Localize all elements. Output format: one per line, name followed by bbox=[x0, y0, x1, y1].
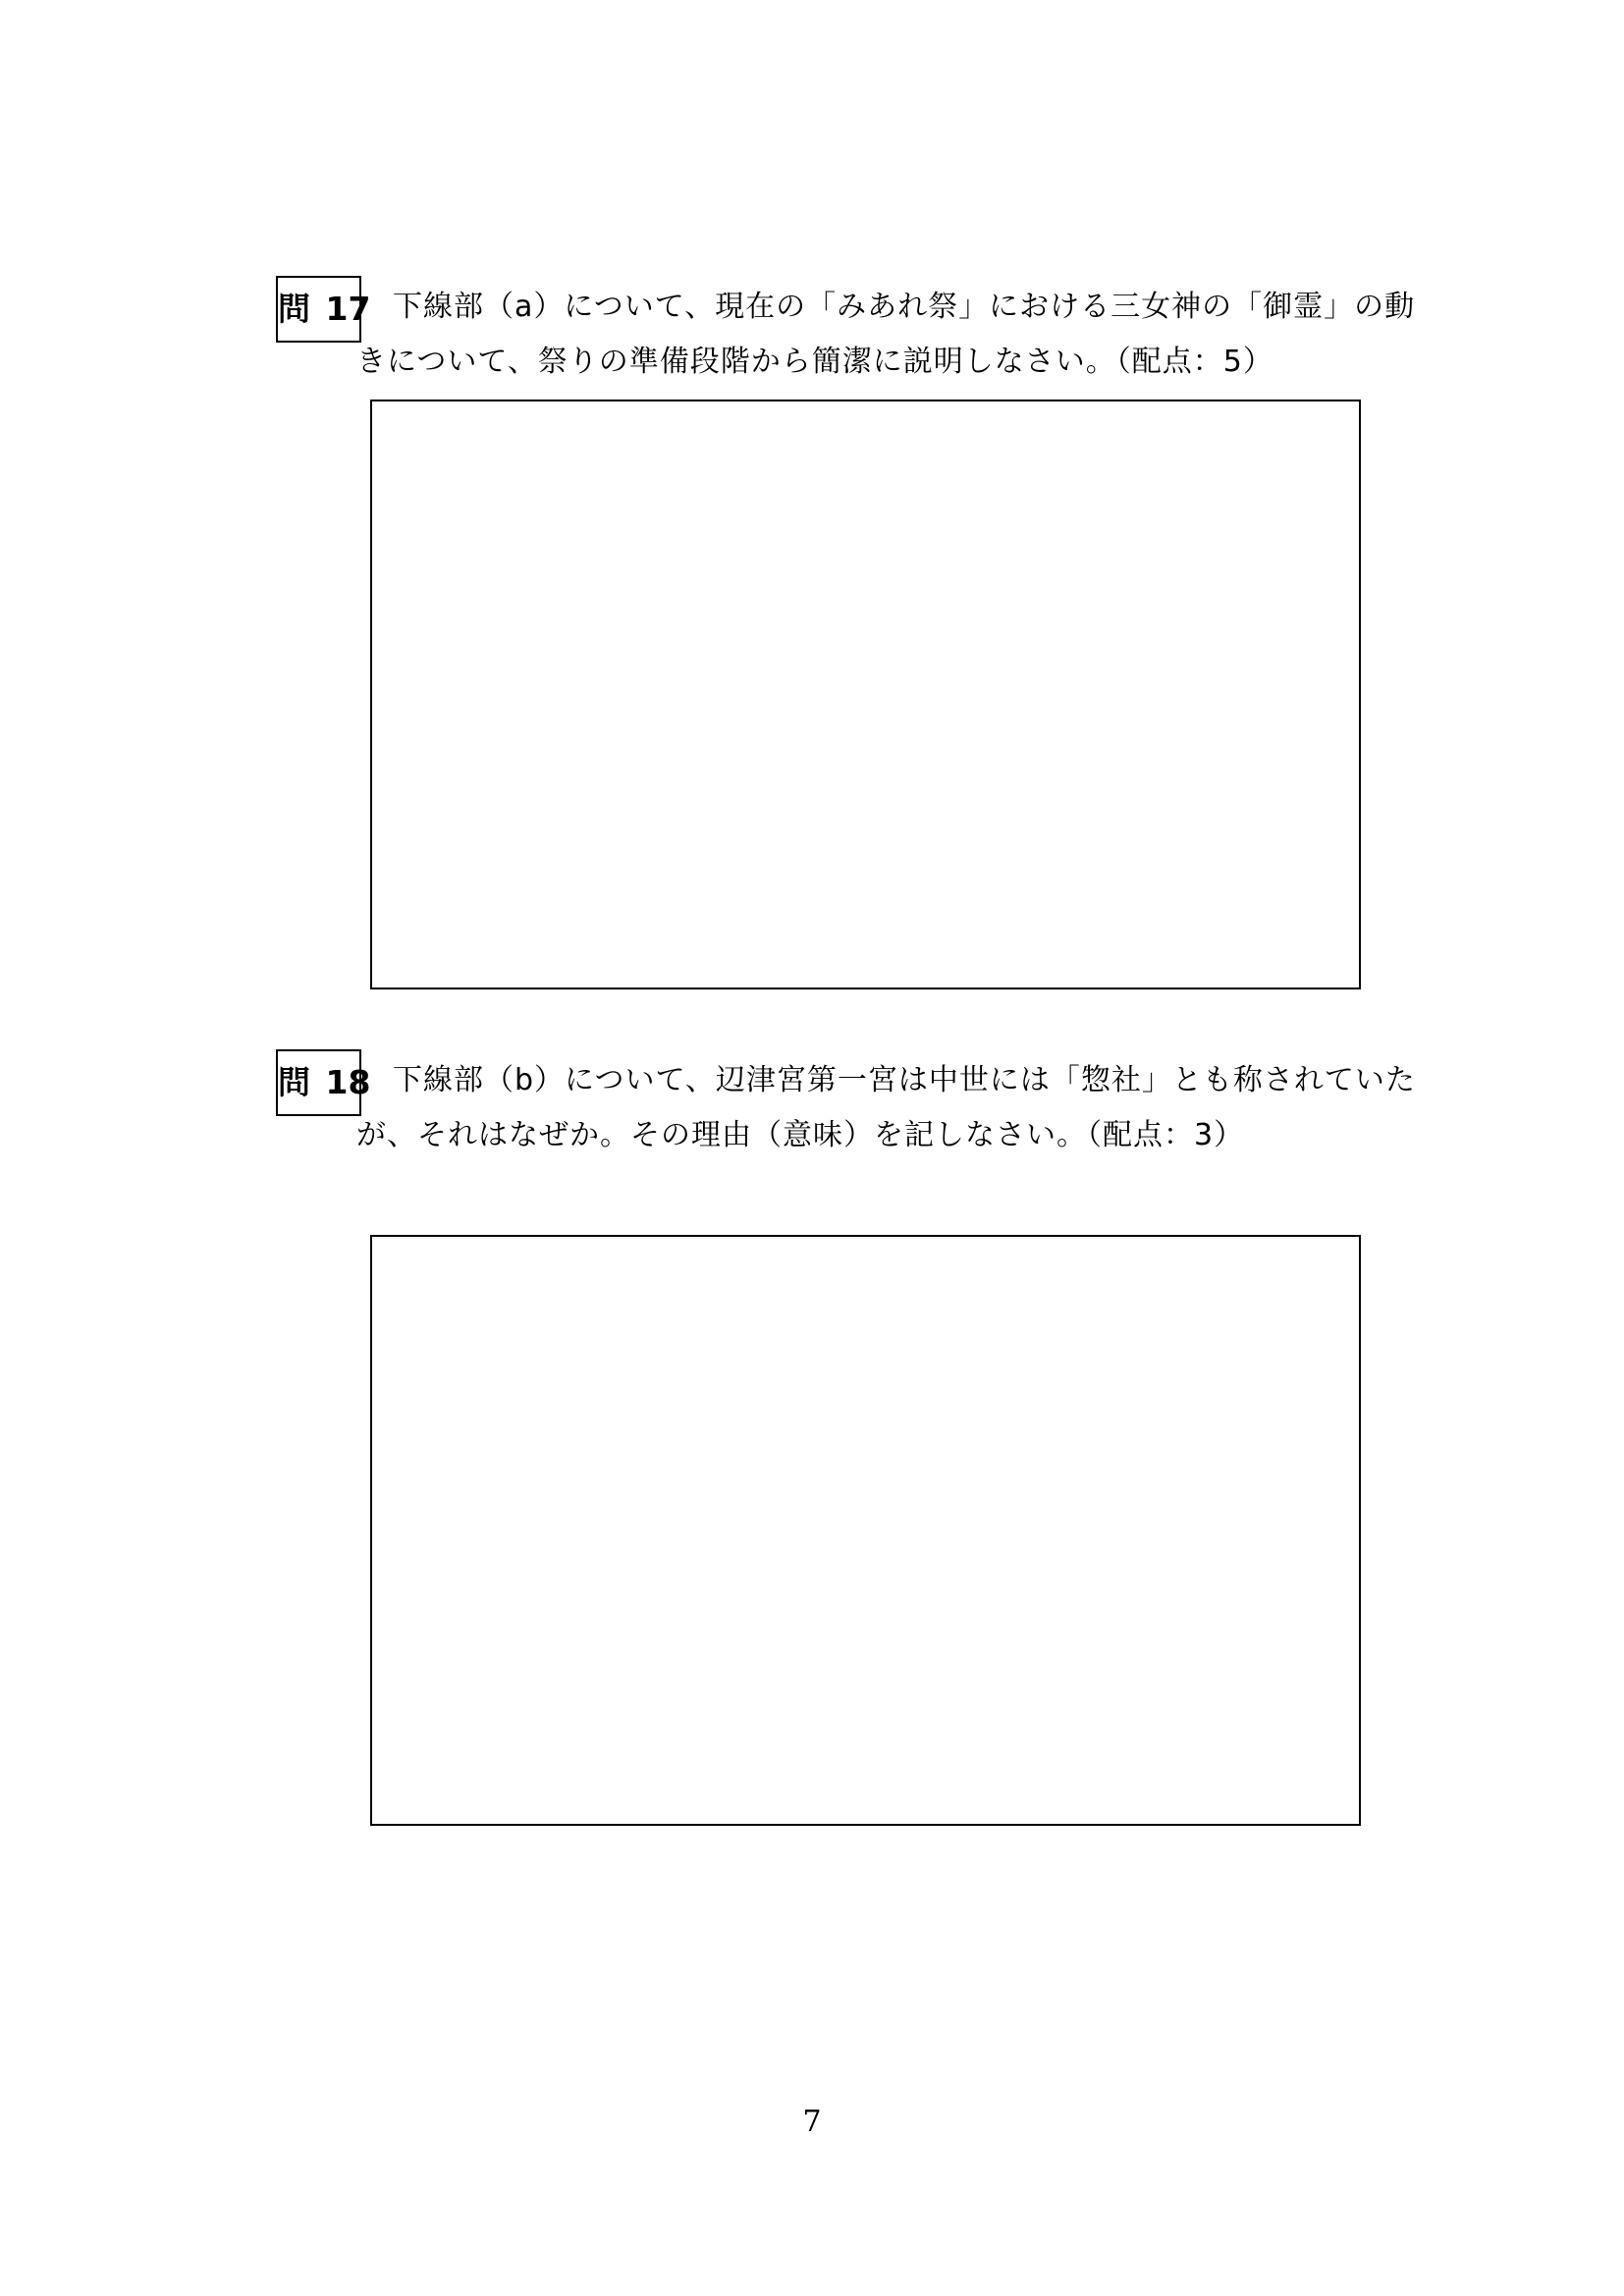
question-18-label-number: 18 bbox=[325, 1063, 371, 1101]
question-17-text-line2: きについて、祭りの準備段階から簡潔に説明しなさい。（配点：5） bbox=[356, 345, 1273, 379]
page-number: 7 bbox=[802, 2105, 822, 2139]
question-17-text-line1: 下線部（a）について、現在の「みあれ祭」における三女神の「御霊」の動 bbox=[393, 290, 1416, 324]
answer-box-18[interactable] bbox=[370, 1235, 1361, 1826]
question-18-label-kanji: 問 bbox=[278, 1063, 314, 1101]
question-18-text-line1: 下線部（b）について、辺津宮第一宮は中世には「惣社」とも称されていた bbox=[393, 1063, 1416, 1097]
question-18-label bbox=[276, 1049, 371, 1116]
answer-box-17[interactable] bbox=[370, 400, 1361, 989]
question-17-label-kanji: 問 bbox=[278, 290, 314, 328]
question-18-text-line2: が、それはなぜか。その理由（意味）を記しなさい。（配点：3） bbox=[356, 1118, 1245, 1152]
question-17-label-number: 17 bbox=[325, 290, 371, 328]
question-17-label bbox=[276, 276, 371, 343]
